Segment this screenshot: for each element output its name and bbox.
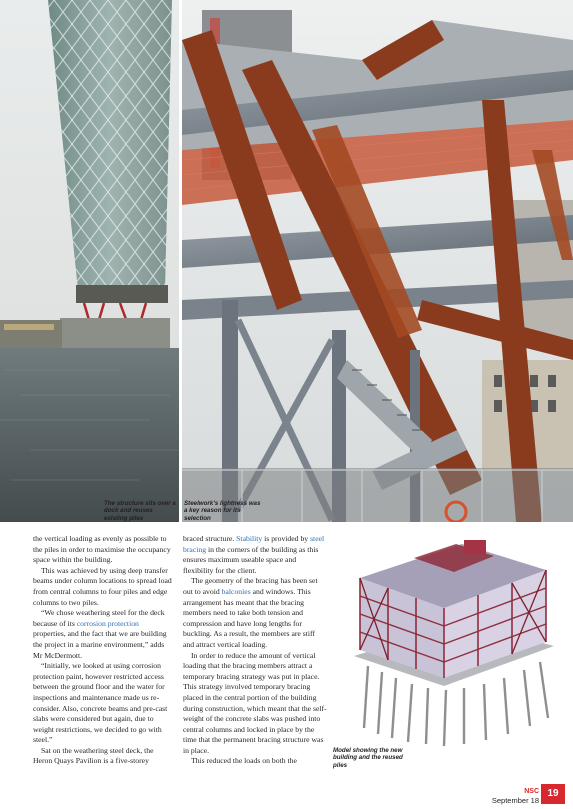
paragraph [183,576,327,650]
footer-date: September 18 [491,796,539,805]
paragraph: the vertical loading as evenly as possible to the piles in order to maximise the occupancy space within the building. [33,534,171,565]
article-column-2 [183,534,327,767]
paragraph [183,534,327,576]
building-model-illustration [334,538,564,748]
footer-brand: NSC [524,788,539,795]
paragraph: “Initially, we looked at using corrosion protection paint, however restricted access between the ground floor and the water for inspections and maintenance made us re-consider. Also, concrete beams and pre-cast slabs were considered but again, due to weight restrictions, we decided to go with steel.” [33,661,168,745]
steel-bracing-link[interactable]: steel bracing [183,534,325,554]
paragraph: This reduced the loads on both the [191,756,297,766]
text-run: The geometry of the bracing has been set out to avoid [183,576,318,596]
tower-dock-photo [0,0,179,522]
paragraph [33,608,173,661]
model-caption: Model showing the new building and the reused piles [333,747,403,769]
corrosion-protection-link[interactable]: corrosion protection [76,618,139,628]
steelwork-photo [182,0,573,522]
page-number: 19 [541,784,565,804]
photo-caption-left: The structure sits over a dock and reuses existing piles [104,500,176,522]
text-run: braced structure. [183,534,237,543]
photo-caption-right: Steelwork's lightness was a key reason for its selection [184,500,261,522]
stability-link[interactable]: Stability [236,534,263,543]
text-run: in the corners of the building as this ensures maximum useable space and flexibility for the client. [183,544,319,575]
text-run: “We chose weathering steel for the deck because of its [33,608,165,628]
text-run: is provided by [262,534,311,543]
text-run: properties, and the fact that we are building the project in a marine environment,” adds Mr McDermott. [33,629,167,660]
article-column-1 [33,534,173,767]
paragraph: Sat on the weathering steel deck, the Heron Quays Pavilion is a five-storey [33,745,154,766]
paragraph: In order to reduce the amount of vertical loading that the bracing members attract a temporary bracing strategy was put in place. This strategy involved temporary bracing placed in the central portion of the building during construction, which meant that the self-weight of the concrete slabs was pushed into central columns and locked in place by the time that the permanent bracing structure was in place. [183,650,327,755]
paragraph: This was achieved by using deep transfer beams under column locations to spread load from central columns to four piles and edge columns to two piles. [33,565,172,607]
balconies-link[interactable]: balconies [221,586,251,596]
text-run: and windows. This arrangement has meant that the bracing members need to take both tension and compression and have long lengths for buckling. As a result, the members are stiff and attract vertical loading. [183,586,316,649]
